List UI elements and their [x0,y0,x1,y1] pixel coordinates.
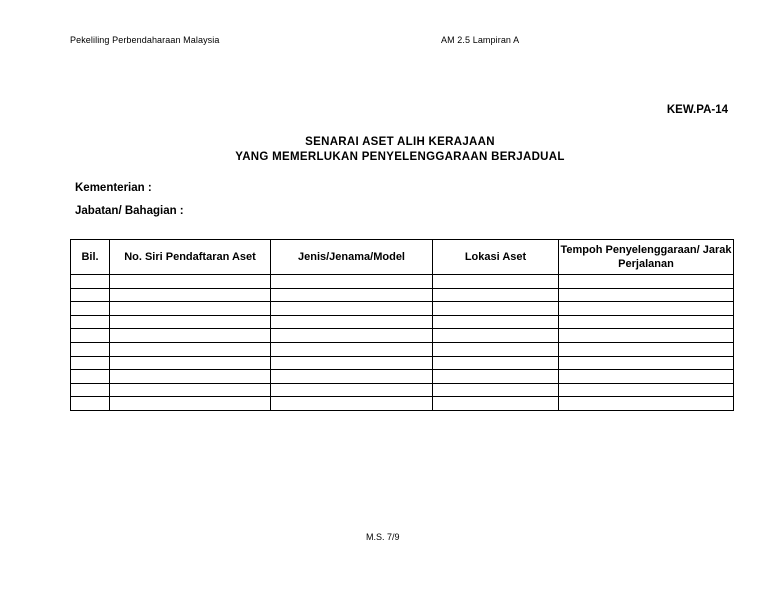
table-cell [71,275,110,289]
table-cell [271,342,433,356]
table-cell [110,370,271,384]
table-cell [559,342,734,356]
table-cell [71,370,110,384]
table-cell [433,288,559,302]
table-cell [110,383,271,397]
table-cell [433,329,559,343]
table-cell [71,302,110,316]
table-cell [110,288,271,302]
column-header-maintenance-period: Tempoh Penyelenggaraan/ Jarak Perjalanan [559,240,734,275]
table-cell [271,302,433,316]
table-cell [433,370,559,384]
department-label: Jabatan/ Bahagian : [75,205,184,217]
table-row [71,315,734,329]
table-body [71,275,734,411]
table-cell [110,342,271,356]
table-cell [433,383,559,397]
table-row [71,370,734,384]
column-header-type-brand-model: Jenis/Jenama/Model [271,240,433,275]
table-cell [559,383,734,397]
table-cell [559,302,734,316]
table-cell [271,288,433,302]
column-header-asset-location: Lokasi Aset [433,240,559,275]
table-cell [433,397,559,411]
table-cell [433,275,559,289]
table-cell [559,329,734,343]
document-header-right: AM 2.5 Lampiran A [441,35,520,45]
table-cell [559,275,734,289]
table-row [71,397,734,411]
table-cell [110,329,271,343]
document-title [0,135,768,165]
table-header-row [71,240,734,275]
table-cell [71,315,110,329]
table-cell [559,288,734,302]
table-cell [271,383,433,397]
table-cell [433,315,559,329]
column-header-serial-number: No. Siri Pendaftaran Aset [110,240,271,275]
table-cell [71,356,110,370]
table-row [71,329,734,343]
table-row [71,342,734,356]
table-row [71,275,734,289]
table-cell [271,370,433,384]
title-line-2: YANG MEMERLUKAN PENYELENGGARAAN BERJADUAL [235,151,565,163]
table-cell [271,397,433,411]
table-row [71,356,734,370]
table-cell [271,315,433,329]
column-header-bil: Bil. [71,240,110,275]
table-cell [559,356,734,370]
page-number: M.S. 7/9 [366,532,400,542]
document-header-left: Pekeliling Perbendaharaan Malaysia [70,35,220,45]
table-cell [110,397,271,411]
form-code: KEW.PA-14 [666,104,728,116]
table-cell [71,397,110,411]
table-cell [559,397,734,411]
table-cell [110,302,271,316]
table-cell [71,342,110,356]
table-row [71,383,734,397]
table-row [71,302,734,316]
table-cell [271,356,433,370]
table-cell [433,342,559,356]
table-cell [110,315,271,329]
table-cell [271,329,433,343]
table-cell [110,356,271,370]
asset-table [70,239,734,411]
table-row [71,288,734,302]
title-line-1: SENARAI ASET ALIH KERAJAAN [305,136,495,148]
table-cell [71,329,110,343]
table-cell [271,275,433,289]
table-cell [71,288,110,302]
table-cell [71,383,110,397]
table-cell [433,356,559,370]
ministry-label: Kementerian : [75,182,152,194]
table-cell [559,370,734,384]
table-cell [433,302,559,316]
table-cell [110,275,271,289]
table-cell [559,315,734,329]
